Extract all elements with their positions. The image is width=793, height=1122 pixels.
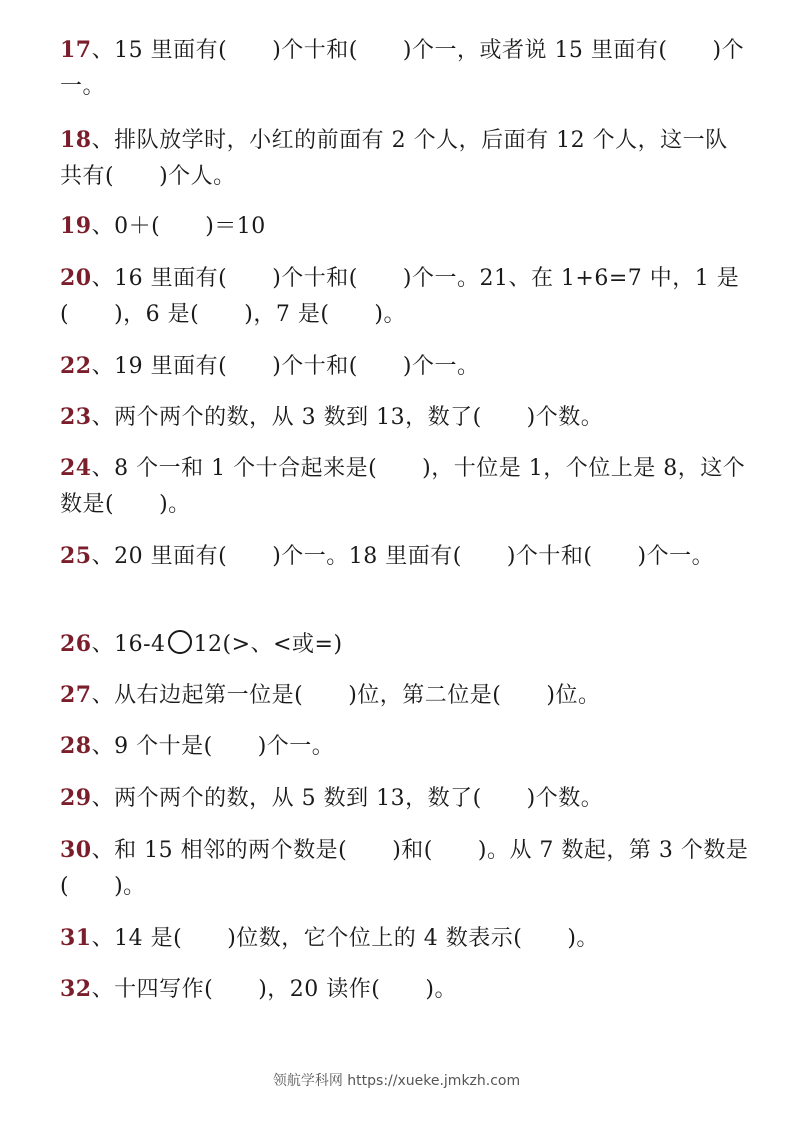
question-18: [60, 122, 750, 195]
question-text: 、20 里面有( )个一。18 里面有( )个十和( )个一。: [91, 544, 715, 569]
question-number: 18: [60, 127, 92, 153]
question-text: 、19 里面有( )个十和( )个一。: [91, 354, 480, 379]
question-22: [60, 348, 750, 385]
question-number: 24: [60, 455, 92, 481]
question-30: [60, 832, 750, 905]
question-number: 32: [60, 976, 92, 1002]
question-27: [60, 677, 750, 714]
question-number: 31: [60, 925, 92, 951]
comparison-circle-icon: [168, 630, 192, 654]
question-28: [60, 728, 750, 765]
question-number: 22: [60, 353, 92, 379]
question-20-21: [60, 260, 750, 333]
question-text-before: 、16-4: [91, 632, 166, 657]
question-text: 、15 里面有( )个十和( )个一，或者说 15 里面有( )个一。: [60, 38, 745, 99]
question-text: 、14 是( )位数，它个位上的 4 数表示( )。: [91, 926, 599, 951]
question-number: 19: [60, 213, 92, 239]
question-29: [60, 780, 750, 817]
question-number: 23: [60, 404, 92, 430]
question-text: 、两个两个的数，从 3 数到 13，数了( )个数。: [91, 405, 604, 430]
question-text: 、8 个一和 1 个十合起来是( )，十位是 1，个位上是 8，这个数是( )。: [60, 456, 746, 517]
question-25: [60, 538, 750, 575]
question-text-after: 12(>、<或=): [193, 632, 343, 657]
question-31: [60, 920, 750, 957]
question-number: 30: [60, 837, 92, 863]
question-24: [60, 450, 750, 523]
question-17: [60, 32, 750, 105]
question-number: 27: [60, 682, 92, 708]
question-number: 28: [60, 733, 92, 759]
question-text: 、十四写作( )，20 读作( )。: [91, 977, 457, 1002]
question-32: [60, 971, 750, 1008]
question-number: 29: [60, 785, 92, 811]
question-number: 20: [60, 265, 92, 291]
question-text: 、两个两个的数，从 5 数到 13，数了( )个数。: [91, 786, 604, 811]
question-text: 、从右边起第一位是( )位，第二位是( )位。: [91, 683, 601, 708]
question-number: 25: [60, 543, 92, 569]
question-19: [60, 208, 750, 245]
question-text: 、9 个十是( )个一。: [91, 734, 335, 759]
question-number: 17: [60, 37, 92, 63]
footer-watermark: 领航学科网 https://xueke.jmkzh.com: [272, 1073, 521, 1089]
question-text: 、16 里面有( )个十和( )个一。21、在 1+6=7 中，1 是( )，6 是( )，7 是( )。: [60, 266, 740, 327]
question-text: 、和 15 相邻的两个数是( )和( )。从 7 数起，第 3 个数是( )。: [60, 838, 749, 899]
question-text: 、排队放学时，小红的前面有 2 个人，后面有 12 个人，这一队共有( )个人。: [60, 128, 728, 189]
question-number: 26: [60, 631, 92, 657]
question-23: [60, 399, 750, 436]
question-26: [60, 626, 750, 663]
question-text: 、0＋( )＝10: [91, 214, 266, 239]
